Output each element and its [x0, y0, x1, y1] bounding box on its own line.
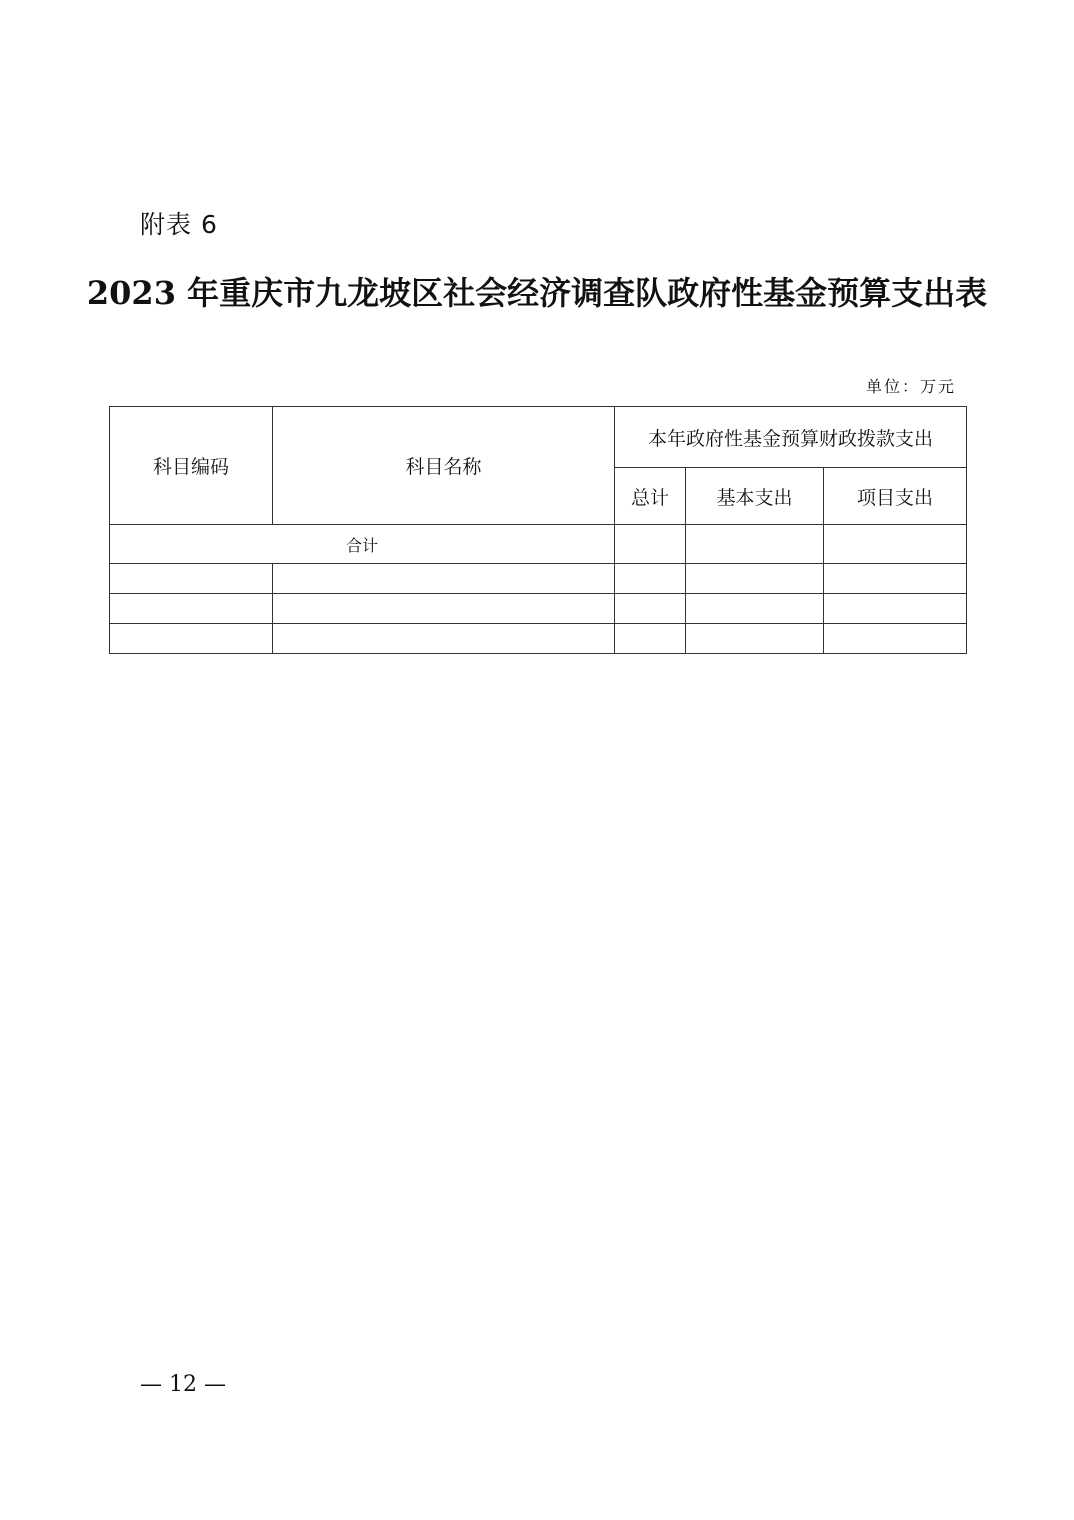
header-row: [110, 407, 967, 468]
page-number: — 12 —: [140, 1372, 226, 1397]
table-cell: [110, 594, 273, 624]
total-row-label: 合计: [110, 525, 615, 564]
table-cell: [824, 564, 967, 594]
table-cell: [273, 564, 615, 594]
header-project-expenditure: 项目支出: [824, 468, 967, 525]
table-cell: [110, 564, 273, 594]
header-subject-code: 科目编码: [110, 407, 273, 525]
table-cell: [110, 624, 273, 654]
total-row: [110, 525, 967, 564]
table-cell: [615, 564, 686, 594]
page-title: 2023 年重庆市九龙坡区社会经济调查队政府性基金预算支出表: [86, 274, 988, 312]
header-basic-expenditure: 基本支出: [686, 468, 824, 525]
table-cell: [824, 594, 967, 624]
table-cell: [615, 594, 686, 624]
table-row: [110, 624, 967, 654]
table-cell: [686, 624, 824, 654]
table-cell: [686, 564, 824, 594]
header-fund-expenditure-group: 本年政府性基金预算财政拨款支出: [615, 407, 967, 468]
total-row-basic-cell: [686, 525, 824, 564]
attachment-label: 附表 6: [140, 210, 218, 239]
total-row-project-cell: [824, 525, 967, 564]
table-cell: [686, 594, 824, 624]
table-row: [110, 564, 967, 594]
table-cell: [824, 624, 967, 654]
table-cell: [615, 624, 686, 654]
table-cell: [273, 624, 615, 654]
header-subject-name: 科目名称: [273, 407, 615, 525]
unit-label: 单位：万元: [865, 377, 956, 396]
header-total: 总计: [615, 468, 686, 525]
table-row: [110, 594, 967, 624]
table-cell: [273, 594, 615, 624]
total-row-total-cell: [615, 525, 686, 564]
budget-table: [109, 406, 967, 654]
